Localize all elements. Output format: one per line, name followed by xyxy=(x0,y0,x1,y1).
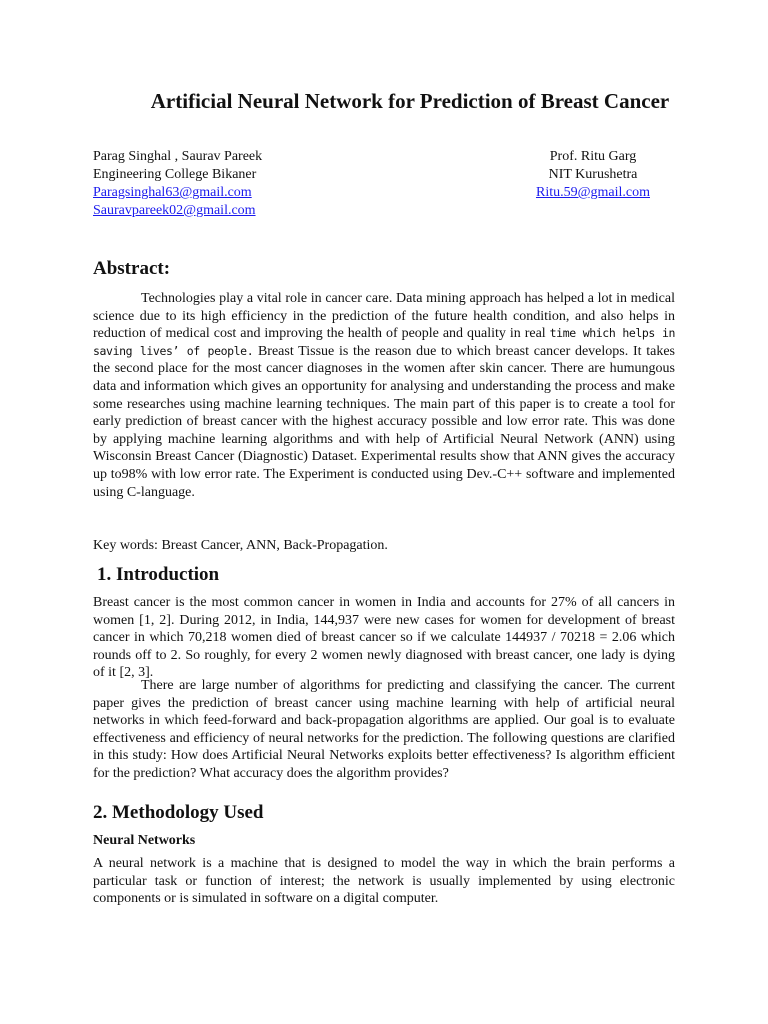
author-email-link[interactable]: Paragsinghal63@gmail.com xyxy=(93,185,252,200)
author-email-link[interactable]: Ritu.59@gmail.com xyxy=(536,185,650,200)
introduction-paragraph-2: There are large number of algorithms for predicting and classifying the cancer. The current paper gives the prediction of breast cancer using machine learning with help of artificial neural networks in which feed-forward and back-propagation algorithms are applied. Our goal is to evaluate effectiveness and efficiency of neural networks for the prediction. The following questions are clarified in this study: How does Artificial Neural Networks exploits better effectiveness? Is algorithm efficient for the prediction? What accuracy does the algorithm provides? xyxy=(93,678,675,781)
authors-right xyxy=(523,148,663,202)
authors-left xyxy=(93,148,262,220)
abstract-text-part-1: Technologies play a vital role in cancer care. Data mining approach has helped a lot in medical science due to its high efficiency in the prediction of the future health condition, and also helps in reduction of medical cost and improving the health of people and quality in real xyxy=(93,291,675,342)
abstract-paragraph xyxy=(93,290,675,501)
abstract-text-part-3: Breast Tissue is the reason due to which breast cancer develops. It takes the second place for the most cancer diagnoses in the women after skin cancer. There are humungous data and information which gives an opportunity for analysing and understanding the process and make some researches using machine learning techniques. The main part of this paper is to create a tool for early prediction of breast cancer with the highest accuracy possible and low error rate. This was done by applying machine learning algorithms and with help of Artificial Neural Network (ANN) using Wisconsin Breast Cancer (Diagnostic) Dataset. Experimental results show that ANN gives the accuracy up to98% with low error rate. The Experiment is conducted using Dev.-C++ software and implemented using C-language. xyxy=(93,343,675,500)
methodology-paragraph-1: A neural network is a machine that is designed to model the way in which the brain performs a particular task or function of interest; the network is usually implemented by using electronic components or is simulated in software on a digital computer. xyxy=(93,856,675,907)
author-names: Parag Singhal , Saurav Pareek xyxy=(93,149,263,164)
keywords-label: Key words: xyxy=(93,538,158,553)
author-affiliation: Engineering College Bikaner xyxy=(93,167,257,182)
author-name: Prof. Ritu Garg xyxy=(549,149,637,164)
introduction-paragraph-1: Breast cancer is the most common cancer in women in India and accounts for 27% of all cancers in women [1, 2]. During 2012, in India, 144,937 were new cases for women for development of breast cancer in which 70,218 women died of breast cancer so if we calculate 144937 / 70218 = 2.06 which rounds off to 2. So roughly, for every 2 women newly diagnosed with breast cancer, one lady is dying of it [2, 3]. xyxy=(93,595,675,681)
neural-networks-subheading: Neural Networks xyxy=(93,833,196,848)
author-affiliation: NIT Kurushetra xyxy=(548,167,638,182)
abstract-heading: Abstract: xyxy=(93,258,171,279)
keywords-line xyxy=(93,537,388,555)
author-email-link[interactable]: Sauravpareek02@gmail.com xyxy=(93,203,256,218)
paper-title: Artificial Neural Network for Prediction of Breast Cancer xyxy=(150,89,670,113)
abstract-text-part-2: time which helps in saving lives’ of people. xyxy=(93,326,675,358)
keywords-text: Breast Cancer, ANN, Back-Propagation. xyxy=(157,538,388,553)
introduction-heading: 1. Introduction xyxy=(97,564,220,585)
methodology-heading: 2. Methodology Used xyxy=(93,802,264,823)
